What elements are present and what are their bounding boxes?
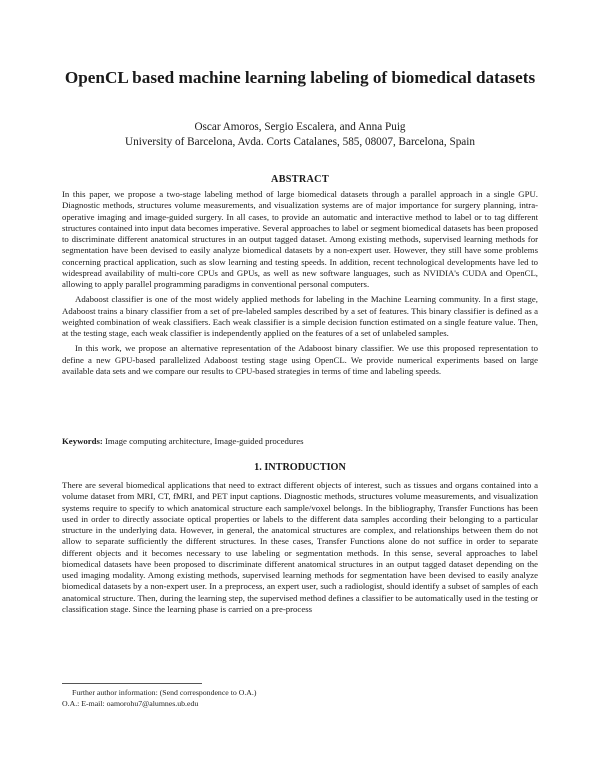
paper-title: OpenCL based machine learning labeling of biomedical datasets bbox=[64, 68, 536, 87]
introduction-paragraph: There are several biomedical applications that need to extract different objects of interest, such as tissues and organs contained into a volume dataset from MRI, CT, fMRI, and PET input captions. Diagnostic methods, structures volume measurements, and visualization systems require to specify to which anatomical structure each sample/voxel belongs. In the bibliography, Transfer Functions has been used in order to directly associate optical properties or labels to the different data samples according their belonging to a particular structure in the underlying data. However, in general, the anatomical structures are complex, and relationships between them do not allow to separate sufficiently the different structures. In these cases, Transfer Functions alone do not suffice in order to separate different objects and it becomes necessary to use labeling or segmentation methods. In this sense, several approaches to label biomedical datasets have been proposed to discriminate different anatomical structures in an output tagged dataset depending on the used imaging modality. Among existing methods, supervised learning methods for segmentation have been devised to easily analyze biomedical datasets by a non-expert user. In a preprocess, an expert user, such a radiologist, should identify a subset of samples of each anatomical structure. Then, during the learning step, the supervised method defines a classifier to be automatically used in the testing or classification stage. Since the learning phase is carried on a pre-process bbox=[62, 480, 538, 614]
abstract-paragraph: In this work, we propose an alternative representation of the Adaboost binary classifier. We use this proposed representation to define a new GPU-based parallelized Adaboost testing stage using OpenCL. We provide numerical experiments based on large available data sets and we compare our results to CPU-based strategies in terms of time and labeling speeds. bbox=[62, 343, 538, 376]
footnote-divider bbox=[62, 683, 202, 684]
keywords-text: Image computing architecture, Image-guided procedures bbox=[105, 436, 304, 446]
footnote-email: O.A.: E-mail: oamorohu7@alumnes.ub.edu bbox=[62, 698, 199, 708]
author-names: Oscar Amoros, Sergio Escalera, and Anna Puig bbox=[194, 121, 406, 133]
footnotes bbox=[62, 688, 538, 709]
keywords-line bbox=[62, 436, 538, 447]
abstract-paragraph: Adaboost classifier is one of the most widely applied methods for labeling in the Machine Learning community. In a first stage, Adaboost trains a binary classifier from a set of pre-labeled samples described by a set of features. This binary classifier is defined as a weighted combination of weak classifiers. Each weak classifier is a simple decision function estimated on a single feature value. Then, at the testing stage, each weak classifier is independently applied on the features of a set of unlabeled samples. bbox=[62, 294, 538, 338]
author-affiliation: University of Barcelona, Avda. Corts Catalanes, 585, 08007, Barcelona, Spain bbox=[125, 135, 475, 148]
footnote-author-info: Further author information: (Send correspondence to O.A.) bbox=[72, 688, 257, 697]
abstract-body bbox=[62, 189, 538, 381]
introduction-heading: 1. INTRODUCTION bbox=[254, 462, 346, 473]
abstract-paragraph: In this paper, we propose a two-stage labeling method of large biomedical datasets through a parallel approach in a single GPU. Diagnostic methods, structures volume measurements, and visualization systems are of major importance for surgery planning, intra-operative imaging and image-guided surgery. In all cases, to provide an automatic and interactive method to label or to tag different structures contained into input data becomes imperative. Several approaches to label or segment biomedical datasets has been proposed to discriminate different anatomical structures in an output tagged dataset. Among existing methods, supervised learning methods for segmentation have been devised to easily analyze biomedical datasets by a non-expert user. However, they still have some problems concerning practical application, such as slow learning and testing speeds. In addition, recent technological developments have led to widespread availability of multi-core CPUs and GPUs, as well as new software languages, such as NVIDIA's CUDA and OpenCL, allowing to apply parallel programming paradigms in conventional personal computers. bbox=[62, 189, 538, 289]
abstract-heading: ABSTRACT bbox=[271, 174, 329, 185]
introduction-body bbox=[62, 480, 538, 619]
author-block bbox=[62, 120, 538, 149]
keywords-label: Keywords: bbox=[62, 436, 103, 446]
